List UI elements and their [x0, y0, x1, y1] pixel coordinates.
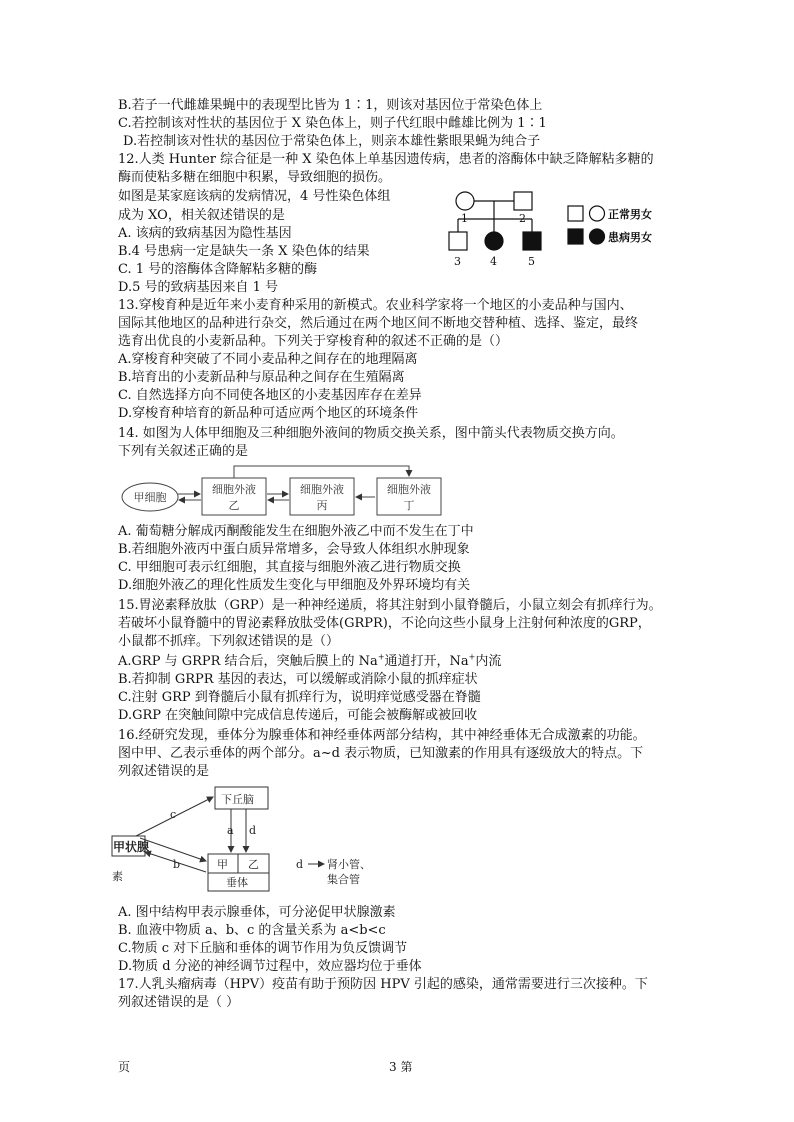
hypothalamus-label: 下丘脑: [221, 793, 254, 806]
q14-option-a: A. 葡萄糖分解成丙酮酸能发生在细胞外液乙中而不发生在丁中: [118, 524, 474, 539]
q14-option-d: D.细胞外液乙的理化性质发生变化与甲细胞及外界环境均有关: [118, 578, 471, 593]
q15-a-part2: 通道打开，Na: [384, 654, 469, 669]
q15-option-b: B.若抑制 GRPR 基因的表达，可以缓解或消除小鼠的抓痒症状: [118, 672, 478, 687]
q16-option-a: A. 图中结构甲表示腺垂体，可分泌促甲状腺激素: [118, 905, 396, 920]
q13-stem-line1: 13.穿梭育种是近年来小麦育种采用的新模式。农业科学家将一个地区的小麦品种与国内、: [118, 298, 633, 313]
individual-1-female-normal: [456, 192, 474, 210]
q17-stem-line2: 列叙述错误的是（ ）: [118, 995, 240, 1010]
fluid-yi-label-1: 细胞外液: [212, 483, 256, 496]
hormone-regulation-diagram: [112, 782, 372, 897]
q16-option-c: C.物质 c 对下丘脑和垂体的调节作用为负反馈调节: [118, 941, 408, 956]
q15-a-part1: A.GRP 与 GRPR 结合后，突触后膜上的 Na: [118, 654, 378, 669]
q15-option-c: C.注射 GRP 到脊髓后小鼠有抓痒行为，说明痒觉感受器在脊髓: [118, 690, 481, 705]
thyroid-label: 甲状腺: [113, 840, 150, 854]
q11-option-d: D.若控制该对性状的基因位于常染色体上，则亲本雄性紫眼果蝇为纯合子: [123, 134, 541, 149]
q14-stem-line1: 14. 如图为人体甲细胞及三种细胞外液间的物质交换关系，图中箭头代表物质交换方向。: [118, 426, 624, 441]
pituitary-jia-label: 甲: [217, 858, 228, 871]
q16-stem-line2: 图中甲、乙表示垂体的两个部分。a~d 表示物质，已知激素的作用具有逐级放大的特点。下: [118, 746, 644, 761]
q13-option-b: B.培育出的小麦新品种与原品种之间存在生殖隔离: [118, 370, 405, 385]
individual-5-male-affected: [523, 232, 541, 250]
fluid-yi-label-2: 乙: [228, 499, 240, 512]
cut-off-text: 素: [112, 870, 123, 883]
jia-cell-label: 甲细胞: [133, 491, 167, 504]
substance-d-label-top: d: [249, 824, 257, 837]
q13-option-c: C. 自然选择方向不同使各地区的小麦基因库存在差异: [118, 388, 422, 403]
label-3: 3: [454, 255, 461, 268]
q12-option-a: A. 该病的致病基因为隐性基因: [118, 226, 292, 241]
label-2: 2: [519, 212, 526, 225]
q15-option-a: [118, 653, 501, 670]
footer-page-number: 3 第: [389, 1060, 413, 1074]
individual-2-male-normal: [514, 192, 532, 210]
q15-stem-line3: 小鼠都不抓痒。下列叙述错误的是（）: [118, 634, 340, 649]
fluid-ding-label-2: 丁: [403, 499, 415, 512]
legend-female-affected-symbol: [590, 229, 605, 244]
q14-option-b: B.若细胞外液丙中蛋白质异常增多，会导致人体组织水肿现象: [118, 542, 470, 557]
label-5: 5: [528, 255, 535, 268]
label-4: 4: [490, 255, 497, 268]
q11-option-b: B.若子一代雌雄果蝇中的表现型比皆为 1∶1，则该对基因位于常染色体上: [118, 98, 543, 113]
q14-stem-line2: 下列有关叙述正确的是: [118, 444, 249, 459]
individual-4-female-affected: [485, 232, 503, 250]
q13-stem-line2: 国际其他地区的品种进行杂交，然后通过在两个地区间不断地交替种植、选择、鉴定，最终: [118, 316, 639, 331]
q13-option-d: D.穿梭育种培育的新品种可适应两个地区的环境条件: [118, 406, 419, 421]
fluid-bing-label-1: 细胞外液: [300, 483, 344, 496]
legend-female-normal-symbol: [590, 206, 605, 221]
q11-option-c: C.若控制该对性状的基因位于 X 染色体上，则子代红眼中雌雄比例为 1∶1: [118, 116, 547, 131]
substance-a-label: a: [227, 824, 234, 837]
na-charge: +: [377, 652, 385, 662]
substance-c-label: c: [170, 808, 177, 821]
q13-option-a: A.穿梭育种突破了不同小麦品种之间存在的地理隔离: [118, 352, 418, 367]
q16-stem-line1: 16.经研究发现，垂体分为腺垂体和神经垂体两部分结构，其中神经垂体无合成激素的功能。: [118, 728, 646, 743]
q16-stem-line3: 列叙述错误的是: [118, 764, 210, 779]
kidney-target-label-1: 肾小管、: [327, 858, 371, 871]
q13-stem-line3: 选育出优良的小麦新品种。下列关于穿梭育种的叙述不正确的是（）: [118, 334, 509, 349]
q15-stem-line2: 若破坏小鼠脊髓中的胃泌素释放肽受体(GRPR)，不论向这些小鼠身上注射何种浓度的GRP，: [118, 616, 651, 631]
individual-3-male-normal: [449, 232, 467, 250]
q12-option-b: B.4 号患病一定是缺失一条 X 染色体的结果: [118, 244, 370, 259]
q12-option-c: C. 1 号的溶酶体含降解粘多糖的酶: [118, 262, 318, 277]
legend-male-normal-symbol: [568, 206, 583, 221]
q15-option-d: D.GRP 在突触间隙中完成信息传递后，可能会被酶解或被回收: [118, 708, 478, 723]
q12-stem-line1: 12.人类 Hunter 综合征是一种 X 染色体上单基因遗传病，患者的溶酶体中缺乏降解粘多糖的: [118, 152, 654, 167]
pedigree-diagram: [440, 185, 700, 270]
legend-normal: 正常男女: [608, 208, 652, 221]
q14-option-c: C. 甲细胞可表示红细胞，其直接与细胞外液乙进行物质交换: [118, 560, 461, 575]
q12-stem-line2: 酶而使粘多糖在细胞中积累，导致细胞的损伤。: [118, 170, 392, 185]
q15-a-part3: 内流: [475, 654, 502, 669]
legend-affected: 患病男女: [608, 231, 652, 244]
pituitary-yi-label: 乙: [248, 858, 259, 871]
q17-stem-line1: 17.人乳头瘤病毒（HPV）疫苗有助于预防因 HPV 引起的感染，通常需要进行三次接种。下: [118, 977, 648, 992]
q12-stem-line4: 成为 XO，相关叙述错误的是: [118, 208, 285, 223]
q16-option-b: B. 血液中物质 a、b、c 的含量关系为 a<b<c: [118, 923, 386, 938]
fluid-ding-label-1: 细胞外液: [387, 483, 431, 496]
kidney-target-label-2: 集合管: [327, 873, 360, 886]
q12-option-d: D.5 号的致病基因来自 1 号: [118, 280, 279, 295]
q12-stem-line3: 如图是某家庭该病的发病情况，4 号性染色体组: [118, 189, 391, 204]
legend-male-affected-symbol: [568, 229, 583, 244]
fluid-bing-label-2: 丙: [316, 499, 328, 512]
q15-stem-line1: 15.胃泌素释放肽（GRP）是一种神经递质，将其注射到小鼠脊髓后，小鼠立刻会有抓痒行为。: [118, 598, 662, 613]
label-1: 1: [461, 212, 468, 225]
pituitary-label: 垂体: [226, 876, 248, 889]
footer-left: 页: [118, 1060, 131, 1074]
na-charge: +: [468, 652, 476, 662]
q16-option-d: D.物质 d 分泌的神经调节过程中，效应器均位于垂体: [118, 959, 422, 974]
substance-d-label: d: [296, 858, 304, 871]
fluid-exchange-diagram: [115, 460, 431, 522]
substance-b-label: b: [173, 858, 181, 871]
